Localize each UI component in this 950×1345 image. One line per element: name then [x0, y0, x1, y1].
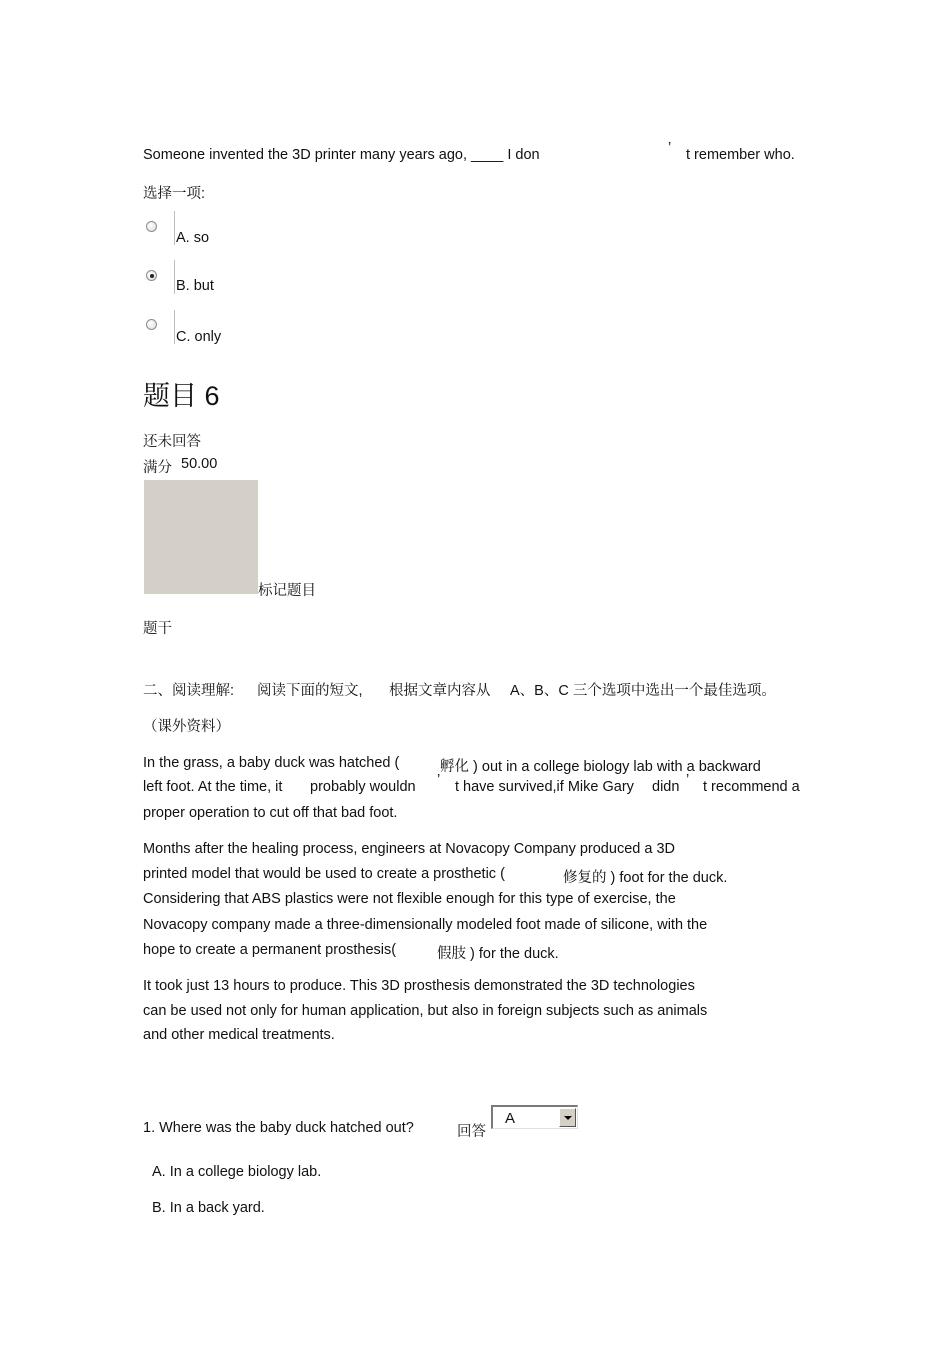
p3-line3: and other medical treatments. — [143, 1027, 335, 1043]
sub-question-1-option-b: B. In a back yard. — [152, 1200, 265, 1216]
p1-line2-f: ’ — [686, 772, 690, 788]
source-note: （课外资料） — [143, 719, 230, 735]
p2-line3: Considering that ABS plastics were not flexible enough for this type of exercise, the — [143, 891, 676, 907]
flag-question-link[interactable]: 标记题目 — [258, 583, 316, 599]
radio-button-b-selected[interactable] — [146, 270, 157, 281]
p1-line2-b: probably wouldn — [310, 779, 416, 795]
flag-question-image[interactable] — [144, 480, 258, 594]
instruction-part2: 阅读下面的短文, — [257, 683, 363, 699]
answer-label: 回答 — [457, 1124, 486, 1140]
answer-select-value: A — [505, 1110, 516, 1127]
p1-line2-e: didn — [652, 779, 680, 795]
p2-line5-b: 假肢 ) for the duck. — [437, 946, 559, 962]
p2-line1: Months after the healing process, engineers at Novacopy Company produced a 3D — [143, 841, 675, 857]
option-divider — [174, 260, 175, 294]
radio-button-c[interactable] — [146, 319, 157, 330]
p3-line2: can be used not only for human application, but also in foreign subjects such as animals — [143, 1003, 708, 1019]
sub-question-1-option-a: A. In a college biology lab. — [152, 1164, 322, 1180]
radio-button-a[interactable] — [146, 221, 157, 232]
answer-select[interactable] — [491, 1105, 578, 1129]
instruction-part3: 根据文章内容从 — [389, 683, 491, 699]
question-stem-part1: Someone invented the 3D printer many years ago, ____ I don — [143, 147, 540, 163]
option-a-label: A. so — [176, 230, 210, 246]
p1-line2-d: t have survived,if Mike Gary — [455, 779, 634, 795]
question-title: 题目 6 — [143, 381, 220, 411]
p2-line2-b: 修复的 ) foot for the duck. — [563, 870, 728, 886]
score-label: 满分 — [143, 460, 172, 476]
instruction-part1: 二、阅读理解: — [143, 683, 235, 699]
answer-status: 还未回答 — [143, 434, 201, 450]
question-stem-label: 题干 — [143, 621, 172, 637]
p1-line3: proper operation to cut off that bad foot. — [143, 805, 398, 821]
option-divider — [174, 310, 175, 344]
p1-line2-a: left foot. At the time, it — [143, 779, 283, 795]
choose-one-label: 选择一项: — [143, 186, 206, 202]
chevron-down-icon[interactable] — [559, 1108, 576, 1127]
p2-line2-a: printed model that would be used to create a prosthetic ( — [143, 866, 505, 882]
p1-line2-g: t recommend a — [703, 779, 800, 795]
option-b-label: B. but — [176, 278, 214, 294]
instruction-part4: A、B、C 三个选项中选出一个最佳选项。 — [510, 683, 776, 699]
p2-line5-a: hope to create a permanent prosthesis( — [143, 942, 397, 958]
p1-line1-a: In the grass, a baby duck was hatched ( — [143, 755, 400, 771]
option-c-label: C. only — [176, 329, 222, 345]
question-stem-part2: t remember who. — [686, 147, 795, 163]
p1-line1-b: 孵化 ) out in a college biology lab with a backward — [440, 759, 761, 775]
p2-line4: Novacopy company made a three-dimensionally modeled foot made of silicone, with the — [143, 917, 708, 933]
option-divider — [174, 211, 175, 245]
sub-question-1-text: 1. Where was the baby duck hatched out? — [143, 1120, 414, 1136]
p3-line1: It took just 13 hours to produce. This 3D prosthesis demonstrated the 3D technologies — [143, 978, 695, 994]
score-value: 50.00 — [181, 456, 218, 472]
question-stem-apostrophe: ’ — [668, 140, 672, 156]
p1-line2-c: ’ — [437, 772, 441, 788]
